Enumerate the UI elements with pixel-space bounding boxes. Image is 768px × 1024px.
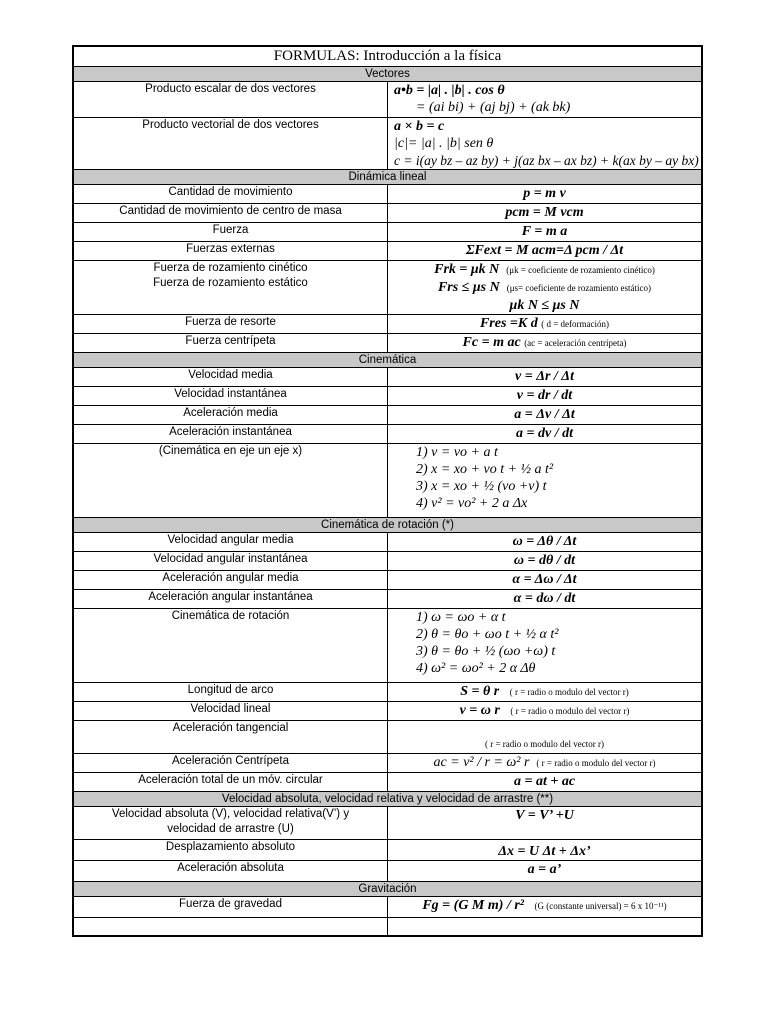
row-vabs: [74, 807, 702, 840]
row-externas: [74, 242, 702, 261]
row-fuerza: [74, 223, 702, 242]
formula-escalar: [388, 82, 702, 118]
row-arco: [74, 683, 702, 702]
label-externas: Fuerzas externas: [74, 242, 388, 261]
rot-2: 2) θ = θo + ωo t + ½ α t²: [416, 627, 559, 642]
ejex-2: 2) x = xo + vo t + ½ a t²: [416, 462, 554, 477]
formula-fuerza: F = m a: [388, 223, 702, 242]
formula-cantidad-cm: pcm = M vcm: [388, 204, 702, 223]
formula-desp: Δx = U Δt + Δx’: [388, 840, 702, 861]
label-vabs-2: velocidad de arrastre (U): [167, 823, 294, 835]
label-rozamiento-cinetico: Fuerza de rozamiento cinético: [153, 262, 308, 274]
row-atotal: [74, 773, 702, 792]
row-rot: [74, 609, 702, 683]
formula-vinst: v = dr / dt: [388, 387, 702, 406]
row-ejex: [74, 444, 702, 518]
formula-atotal: a = at + ac: [388, 773, 702, 792]
formula-escalar-2: = (ai bi) + (aj bj) + (ak bk): [416, 100, 571, 115]
label-rozamiento-estatico: Fuerza de rozamiento estático: [153, 277, 308, 289]
formula-alfamedia: α = Δω / Δt: [388, 571, 702, 590]
row-aabs: [74, 861, 702, 882]
formula-rozamiento-3: μk N ≤ μs N: [509, 298, 580, 313]
row-resorte: [74, 315, 702, 334]
formula-centripeta-main: Fc = m ac: [462, 335, 521, 350]
row-grav: [74, 897, 702, 918]
label-winst: Velocidad angular instantánea: [74, 552, 388, 571]
row-winst: [74, 552, 702, 571]
formula-vectorial-1: a × b = c: [394, 119, 445, 134]
formula-escalar-1: a•b = |a| . |b| . cos θ: [394, 83, 505, 98]
note-vlineal: ( r = radio o modulo del vector r): [510, 706, 630, 716]
formula-resorte: [388, 315, 702, 334]
row-alfamedia: [74, 571, 702, 590]
row-alfainst: [74, 590, 702, 609]
ejex-4: 4) v² = vo² + 2 a Δx: [416, 496, 528, 511]
formula-arco-main: S = θ r: [460, 684, 500, 699]
ejex-3: 3) x = xo + ½ (vo +v) t: [416, 479, 547, 494]
label-atotal: Aceleración total de un móv. circular: [74, 773, 388, 792]
formula-winst: ω = dθ / dt: [388, 552, 702, 571]
note-atang: ( r = radio o modulo del vector r): [484, 739, 605, 749]
formula-alfainst: α = dω / dt: [388, 590, 702, 609]
note-acentr: ( r = radio o modulo del vector r): [536, 758, 656, 768]
rot-3: 3) θ = θo + ½ (ωo +ω) t: [416, 644, 556, 659]
formula-rozamiento: [388, 261, 702, 315]
row-vinst: [74, 387, 702, 406]
label-rot: Cinemática de rotación: [74, 609, 388, 683]
formula-rozamiento-1: Frk = μk N: [434, 262, 500, 277]
rot-1: 1) ω = ωo + α t: [416, 610, 506, 625]
note-grav: (G (constante universal) = 6 x 10⁻¹¹): [534, 901, 667, 911]
section-cinematica: Cinemática: [74, 353, 702, 368]
label-cantidad: Cantidad de movimiento: [74, 185, 388, 204]
row-centripeta: [74, 334, 702, 353]
label-cantidad-cm: Cantidad de movimiento de centro de masa: [74, 204, 388, 223]
row-cantidad-cm: [74, 204, 702, 223]
row-acentr: [74, 754, 702, 773]
label-resorte: Fuerza de resorte: [74, 315, 388, 334]
empty-left: [74, 918, 388, 936]
empty-right: [388, 918, 702, 936]
label-vmedia: Velocidad media: [74, 368, 388, 387]
row-empty: [74, 918, 702, 936]
row-desp: [74, 840, 702, 861]
label-ainst: Aceleración instantánea: [74, 425, 388, 444]
formula-table: [73, 46, 702, 936]
rot-4: 4) ω² = ωo² + 2 α Δθ: [416, 661, 536, 676]
formula-acentr-main: ac = v² / r = ω² r: [433, 755, 530, 770]
label-vabs-1: Velocidad absoluta (V), velocidad relativa(V’) y: [111, 808, 350, 820]
formula-grav-main: Fg = (G M m) / r²: [422, 898, 524, 913]
label-vectorial: Producto vectorial de dos vectores: [74, 118, 388, 170]
label-wmedia: Velocidad angular media: [74, 533, 388, 552]
page-title: FORMULAS: Introducción a la física: [74, 47, 702, 67]
formula-vlineal-main: v = ω r: [459, 703, 500, 718]
label-vabs: [74, 807, 388, 840]
note-rozamiento-2: (μs= coeficiente de rozamiento estático): [506, 283, 652, 293]
row-cantidad: [74, 185, 702, 204]
row-ainst: [74, 425, 702, 444]
formula-vectorial: [388, 118, 702, 170]
formula-vmedia: v = Δr / Δt: [388, 368, 702, 387]
label-vlineal: Velocidad lineal: [74, 702, 388, 721]
label-alfainst: Aceleración angular instantánea: [74, 590, 388, 609]
label-grav: Fuerza de gravedad: [74, 897, 388, 918]
formula-arco: [388, 683, 702, 702]
ejex-1: 1) v = vo + a t: [416, 445, 498, 460]
row-escalar: [74, 82, 702, 118]
row-amedia: [74, 406, 702, 425]
note-arco: ( r = radio o modulo del vector r): [509, 687, 629, 697]
row-vmedia: [74, 368, 702, 387]
note-rozamiento-1: (μk = coeficiente de rozamiento cinético): [506, 265, 655, 275]
formula-atang: [388, 721, 702, 754]
formula-vectorial-2: |c|= |a| . |b| sen θ: [394, 136, 494, 151]
formula-vabs: V = V’ +U: [388, 807, 702, 840]
note-resorte: ( d = deformación): [541, 319, 610, 329]
formula-rot: [388, 609, 702, 683]
label-acentr: Aceleración Centrípeta: [74, 754, 388, 773]
label-fuerza: Fuerza: [74, 223, 388, 242]
formula-ainst: a = dv / dt: [388, 425, 702, 444]
note-centripeta: (ac = aceleración centrípeta): [524, 338, 627, 348]
label-amedia: Aceleración media: [74, 406, 388, 425]
row-vectorial: [74, 118, 702, 170]
label-arco: Longitud de arco: [74, 683, 388, 702]
label-aabs: Aceleración absoluta: [74, 861, 388, 882]
formula-ejex: [388, 444, 702, 518]
row-vlineal: [74, 702, 702, 721]
label-rozamiento: [74, 261, 388, 315]
section-dinamica: Dinámica lineal: [74, 170, 702, 185]
formula-sheet: [72, 45, 703, 937]
formula-externas: ΣFext = M acm=Δ pcm / Δt: [388, 242, 702, 261]
formula-aabs: a = a’: [388, 861, 702, 882]
label-alfamedia: Aceleración angular media: [74, 571, 388, 590]
row-rozamiento: [74, 261, 702, 315]
section-vectores: Vectores: [74, 67, 702, 82]
formula-amedia: a = Δv / Δt: [388, 406, 702, 425]
section-velocidades: Velocidad absoluta, velocidad relativa y velocidad de arrastre (**): [74, 792, 702, 807]
label-desp: Desplazamiento absoluto: [74, 840, 388, 861]
formula-acentr: [388, 754, 702, 773]
label-centripeta: Fuerza centrípeta: [74, 334, 388, 353]
formula-rozamiento-2: Frs ≤ μs N: [437, 280, 500, 295]
formula-cantidad: p = m v: [388, 185, 702, 204]
formula-resorte-main: Fres =K d: [479, 316, 538, 331]
formula-centripeta: [388, 334, 702, 353]
label-atang: Aceleración tangencial: [74, 721, 388, 754]
row-wmedia: [74, 533, 702, 552]
formula-vlineal: [388, 702, 702, 721]
section-rotacion: Cinemática de rotación (*): [74, 518, 702, 533]
label-vinst: Velocidad instantánea: [74, 387, 388, 406]
formula-vectorial-3: c = i(ay bz – az by) + j(az bx – ax bz) + k(ax by – ay bx): [394, 153, 699, 168]
label-escalar: Producto escalar de dos vectores: [74, 82, 388, 118]
formula-wmedia: ω = Δθ / Δt: [388, 533, 702, 552]
row-atang: [74, 721, 702, 754]
label-ejex: (Cinemática en eje un eje x): [74, 444, 388, 518]
formula-grav: [388, 897, 702, 918]
section-gravitacion: Gravitación: [74, 882, 702, 897]
